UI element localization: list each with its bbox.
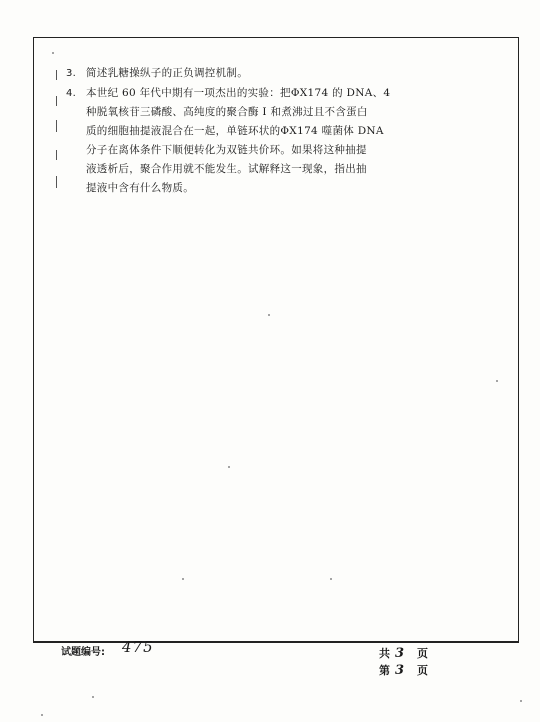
scan-speck: [520, 700, 522, 702]
current-page-value: 3: [395, 663, 405, 678]
question-line: 分子在离体条件下顺便转化为双链共价环。如果将这种抽提: [86, 144, 367, 156]
question-4: [66, 84, 496, 198]
question-text: 本世纪 60 年代中期有一项杰出的实验：把ΦX174 的 DNA、4: [86, 87, 391, 99]
question-line: 种脱氧核苷三磷酸、高纯度的聚合酶 I 和煮沸过且不含蛋白: [86, 106, 368, 118]
margin-mark: [56, 70, 57, 80]
margin-mark: [56, 176, 57, 188]
current-suffix: 页: [417, 664, 429, 677]
margin-mark: [56, 120, 57, 132]
scan-speck: [330, 578, 332, 580]
total-prefix: 共: [379, 647, 390, 660]
question-text: 简述乳糖操纵子的正负调控机制。: [86, 67, 248, 79]
question-number: 4.: [66, 88, 77, 99]
scan-speck: [182, 578, 184, 580]
question-line: 提液中含有什么物质。: [86, 182, 194, 194]
question-line: 质的细胞抽提液混合在一起，单链环状的ΦX174 噬菌体 DNA: [86, 125, 384, 137]
total-pages: [379, 645, 428, 661]
question-line: 液透析后，聚合作用就不能发生。试解释这一现象，指出抽: [86, 163, 367, 175]
margin-mark: [56, 150, 57, 160]
question-number: 3.: [66, 68, 77, 79]
margin-mark: [56, 96, 57, 106]
total-suffix: 页: [417, 647, 429, 660]
question-line: [66, 84, 496, 103]
scan-speck: [41, 714, 43, 716]
current-prefix: 第: [379, 664, 390, 677]
scan-speck: [496, 380, 498, 382]
scan-speck: [92, 696, 94, 698]
total-pages-value: 3: [395, 646, 405, 661]
scan-speck: [268, 314, 270, 316]
exam-code-label: 试题编号:: [61, 647, 105, 658]
scan-speck: [52, 52, 54, 54]
question-3: [66, 64, 496, 83]
scan-speck: [228, 466, 230, 468]
current-page: [379, 662, 428, 678]
exam-code-value: 475: [122, 638, 154, 656]
